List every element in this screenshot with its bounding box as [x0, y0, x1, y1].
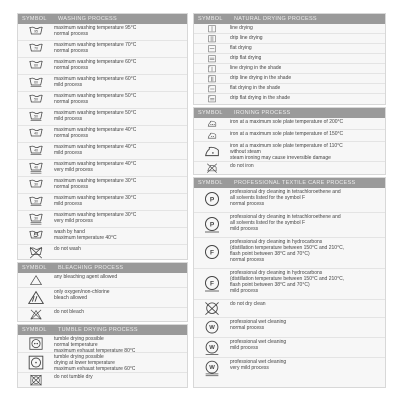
washing-item-text: maximum washing temperature 60°C normal process: [54, 59, 137, 71]
washing-row: [18, 194, 187, 211]
drip-line-dry-icon: [194, 34, 230, 43]
professional-row: [194, 318, 385, 338]
ironing-header-title: IRONING PROCESS: [234, 110, 291, 116]
drip-flat-dry-icon: [194, 54, 230, 63]
washing-item-text: maximum washing temperature 40°C mild process: [54, 144, 137, 156]
tumble-row: [18, 373, 187, 388]
ironing-row: [194, 142, 385, 162]
bleaching-rows: [18, 273, 187, 322]
svg-text:95: 95: [34, 29, 38, 33]
do-not-bleach-icon: [18, 308, 54, 322]
professional-item-text: professional wet cleaning normal process: [230, 319, 287, 331]
natural-row: [194, 54, 385, 64]
bleaching-panel: [17, 262, 188, 322]
tumble-normal-icon: [18, 335, 54, 352]
tumble-item-text: tumble drying possible normal temperature maximum exhaust temperature 80°C: [54, 336, 136, 354]
natural-row: [194, 84, 385, 94]
wash-30-mild-icon: [18, 194, 54, 210]
svg-text:50: 50: [34, 97, 38, 101]
washing-item-text: maximum washing temperature 95°C normal process: [54, 25, 137, 37]
tumble-row: [18, 353, 187, 373]
wash-50-mild-icon: [18, 109, 54, 125]
svg-text:W: W: [209, 365, 215, 372]
svg-text:F: F: [210, 249, 214, 257]
tumble-item-text: tumble drying possible drying at lower temperature maximum exhaust temperature 60°C: [54, 354, 136, 372]
professional-header: [194, 178, 385, 188]
washing-row: [18, 41, 187, 58]
wash-30-very-mild-icon: [18, 211, 54, 227]
bleach-oxygen-only-icon: [18, 288, 54, 307]
svg-text:40: 40: [34, 131, 38, 135]
ironing-item-text: iron at a maximum sole plate temperature of 200°C: [230, 119, 344, 125]
iron-medium-icon: [194, 130, 230, 141]
natural-item-text: drip flat drying in the shade: [230, 95, 291, 101]
natural-item-text: line drying in the shade: [230, 65, 282, 71]
iron-low-icon: [194, 142, 230, 161]
drip-flat-dry-shade-icon: [194, 94, 230, 104]
washing-row: [18, 24, 187, 41]
natural-item-text: drip line drying in the shade: [230, 75, 292, 81]
drip-line-dry-shade-icon: [194, 74, 230, 83]
wet-clean-mild-icon: [194, 338, 230, 357]
washing-item-text: maximum washing temperature 30°C mild process: [54, 195, 137, 207]
washing-row: [18, 177, 187, 194]
professional-item-text: professional wet cleaning very mild process: [230, 359, 287, 371]
washing-rows: [18, 24, 187, 260]
svg-text:W: W: [209, 344, 215, 351]
washing-item-text: maximum washing temperature 40°C very mild process: [54, 161, 137, 173]
professional-item-text: do not dry clean: [230, 301, 266, 307]
professional-row: [194, 300, 385, 318]
washing-row: [18, 228, 187, 245]
bleaching-row: [18, 308, 187, 322]
svg-text:70: 70: [34, 46, 38, 50]
washing-row: [18, 126, 187, 143]
washing-row: [18, 211, 187, 228]
washing-row: [18, 109, 187, 126]
bleach-any-icon: [18, 273, 54, 287]
tumble-rows: [18, 335, 187, 388]
professional-rows: [194, 188, 385, 378]
tumble-header: [18, 325, 187, 335]
natural-header-symbol: SYMBOL: [198, 16, 223, 22]
iron-high-icon: [194, 118, 230, 129]
wash-70-icon: [18, 41, 54, 57]
professional-row: [194, 213, 385, 238]
ironing-header: [194, 108, 385, 118]
washing-panel: [17, 13, 188, 260]
tumble-row: [18, 335, 187, 353]
do-not-dry-clean-icon: [194, 300, 230, 317]
hand-wash-icon: [18, 228, 54, 244]
natural-row: [194, 44, 385, 54]
bleaching-row: [18, 273, 187, 288]
bleaching-header: [18, 263, 187, 273]
natural-panel: [193, 13, 386, 105]
professional-item-text: professional dry cleaning in tetrachloroethene and all solvents listed for the symbol F mild process: [230, 214, 341, 232]
wash-30-icon: [18, 177, 54, 193]
natural-row: [194, 34, 385, 44]
svg-text:40: 40: [34, 165, 38, 169]
washing-item-text: maximum washing temperature 70°C normal process: [54, 42, 137, 54]
washing-item-text: maximum washing temperature 50°C normal process: [54, 93, 137, 105]
washing-item-text: maximum washing temperature 50°C mild process: [54, 110, 137, 122]
professional-row: [194, 269, 385, 300]
washing-header-title: WASHING PROCESS: [58, 16, 117, 22]
natural-item-text: flat drying in the shade: [230, 85, 281, 91]
professional-header-symbol: SYMBOL: [198, 180, 223, 186]
do-not-tumble-icon: [18, 373, 54, 388]
svg-text:P: P: [209, 196, 215, 204]
tumble-item-text: do not tumble dry: [54, 374, 93, 380]
professional-panel: [193, 177, 386, 388]
wash-95-icon: [18, 24, 54, 40]
natural-header: [194, 14, 385, 24]
do-not-iron-icon: [194, 162, 230, 175]
svg-text:P: P: [209, 221, 215, 229]
washing-row: [18, 92, 187, 109]
wet-clean-icon: [194, 318, 230, 337]
wash-60-mild-icon: [18, 75, 54, 91]
dry-clean-p-mild-icon: [194, 213, 230, 237]
svg-text:50: 50: [34, 114, 38, 118]
natural-item-text: drip line drying: [230, 35, 263, 41]
natural-header-title: NATURAL DRYING PROCESS: [234, 16, 317, 22]
svg-text:F: F: [210, 280, 214, 288]
natural-item-text: flat drying: [230, 45, 252, 51]
professional-item-text: professional dry cleaning in hydrocarbons (distillation temperature between 150°C and 210°C, flash point between 38°C and 70°C) mild process: [230, 270, 345, 294]
natural-row: [194, 24, 385, 34]
professional-item-text: professional wet cleaning mild process: [230, 339, 287, 351]
bleaching-header-title: BLEACHING PROCESS: [58, 265, 124, 271]
tumble-low-icon: [18, 353, 54, 372]
natural-item-text: drip flat drying: [230, 55, 262, 61]
washing-row: [18, 143, 187, 160]
svg-text:40: 40: [34, 148, 38, 152]
ironing-row: [194, 130, 385, 142]
washing-row: [18, 58, 187, 75]
wash-50-icon: [18, 92, 54, 108]
line-dry-shade-icon: [194, 64, 230, 73]
professional-row: [194, 238, 385, 269]
dry-clean-f-icon: [194, 238, 230, 268]
dry-clean-f-mild-icon: [194, 269, 230, 299]
bleaching-item-text: only oxygen/non-chlorine bleach allowed: [54, 289, 110, 301]
washing-item-text: maximum washing temperature 30°C normal process: [54, 178, 137, 190]
natural-row: [194, 64, 385, 74]
professional-item-text: professional dry cleaning in tetrachloroethene and all solvents listed for the symbol F normal process: [230, 189, 341, 207]
tumble-header-symbol: SYMBOL: [22, 327, 47, 333]
svg-text:30: 30: [34, 216, 38, 220]
ironing-row: [194, 162, 385, 175]
natural-row: [194, 74, 385, 84]
ironing-item-text: iron at a maximum sole plate temperature of 110°C without steam steam ironing may cause irreversible damage: [230, 143, 343, 161]
washing-item-text: maximum washing temperature 60°C mild process: [54, 76, 137, 88]
tumble-panel: [17, 324, 188, 388]
washing-row: [18, 160, 187, 177]
wash-40-icon: [18, 126, 54, 142]
natural-item-text: line drying: [230, 25, 253, 31]
wash-40-mild-icon: [18, 143, 54, 159]
bleaching-item-text: do not bleach: [54, 309, 85, 315]
washing-item-text: maximum washing temperature 30°C very mild process: [54, 212, 137, 224]
bleaching-item-text: any bleaching agent allowed: [54, 274, 118, 280]
svg-text:30: 30: [34, 182, 38, 186]
natural-row: [194, 94, 385, 104]
professional-row: [194, 338, 385, 358]
washing-item-text: maximum washing temperature 40°C normal process: [54, 127, 137, 139]
bleaching-row: [18, 288, 187, 308]
ironing-item-text: iron at a maximum sole plate temperature of 150°C: [230, 131, 344, 137]
professional-header-title: PROFESSIONAL TEXTILE CARE PROCESS: [234, 180, 356, 186]
tumble-header-title: TUMBLE DRYING PROCESS: [58, 327, 138, 333]
ironing-rows: [194, 118, 385, 175]
washing-item-text: wash by hand maximum temperature 40°C: [54, 229, 117, 241]
svg-text:60: 60: [34, 63, 38, 67]
ironing-row: [194, 118, 385, 130]
svg-text:W: W: [209, 324, 215, 331]
ironing-header-symbol: SYMBOL: [198, 110, 223, 116]
professional-item-text: professional dry cleaning in hydrocarbons (distillation temperature between 150°C and 210°C, flash point between 38°C and 70°C) normal process: [230, 239, 345, 263]
bleaching-header-symbol: SYMBOL: [22, 265, 47, 271]
ironing-item-text: do not iron: [230, 163, 254, 169]
ironing-panel: [193, 107, 386, 175]
washing-item-text: do not wash: [54, 246, 81, 252]
svg-text:60: 60: [34, 80, 38, 84]
washing-row: [18, 75, 187, 92]
washing-header: [18, 14, 187, 24]
do-not-wash-icon: [18, 245, 54, 260]
wet-clean-very-mild-icon: [194, 358, 230, 378]
line-dry-icon: [194, 24, 230, 33]
flat-dry-shade-icon: [194, 84, 230, 93]
wash-40-very-mild-icon: [18, 160, 54, 176]
svg-text:30: 30: [34, 199, 38, 203]
dry-clean-p-icon: [194, 188, 230, 212]
professional-row: [194, 188, 385, 213]
flat-dry-icon: [194, 44, 230, 53]
professional-row: [194, 358, 385, 378]
washing-row: [18, 245, 187, 260]
natural-rows: [194, 24, 385, 104]
washing-header-symbol: SYMBOL: [22, 16, 47, 22]
wash-60-icon: [18, 58, 54, 74]
